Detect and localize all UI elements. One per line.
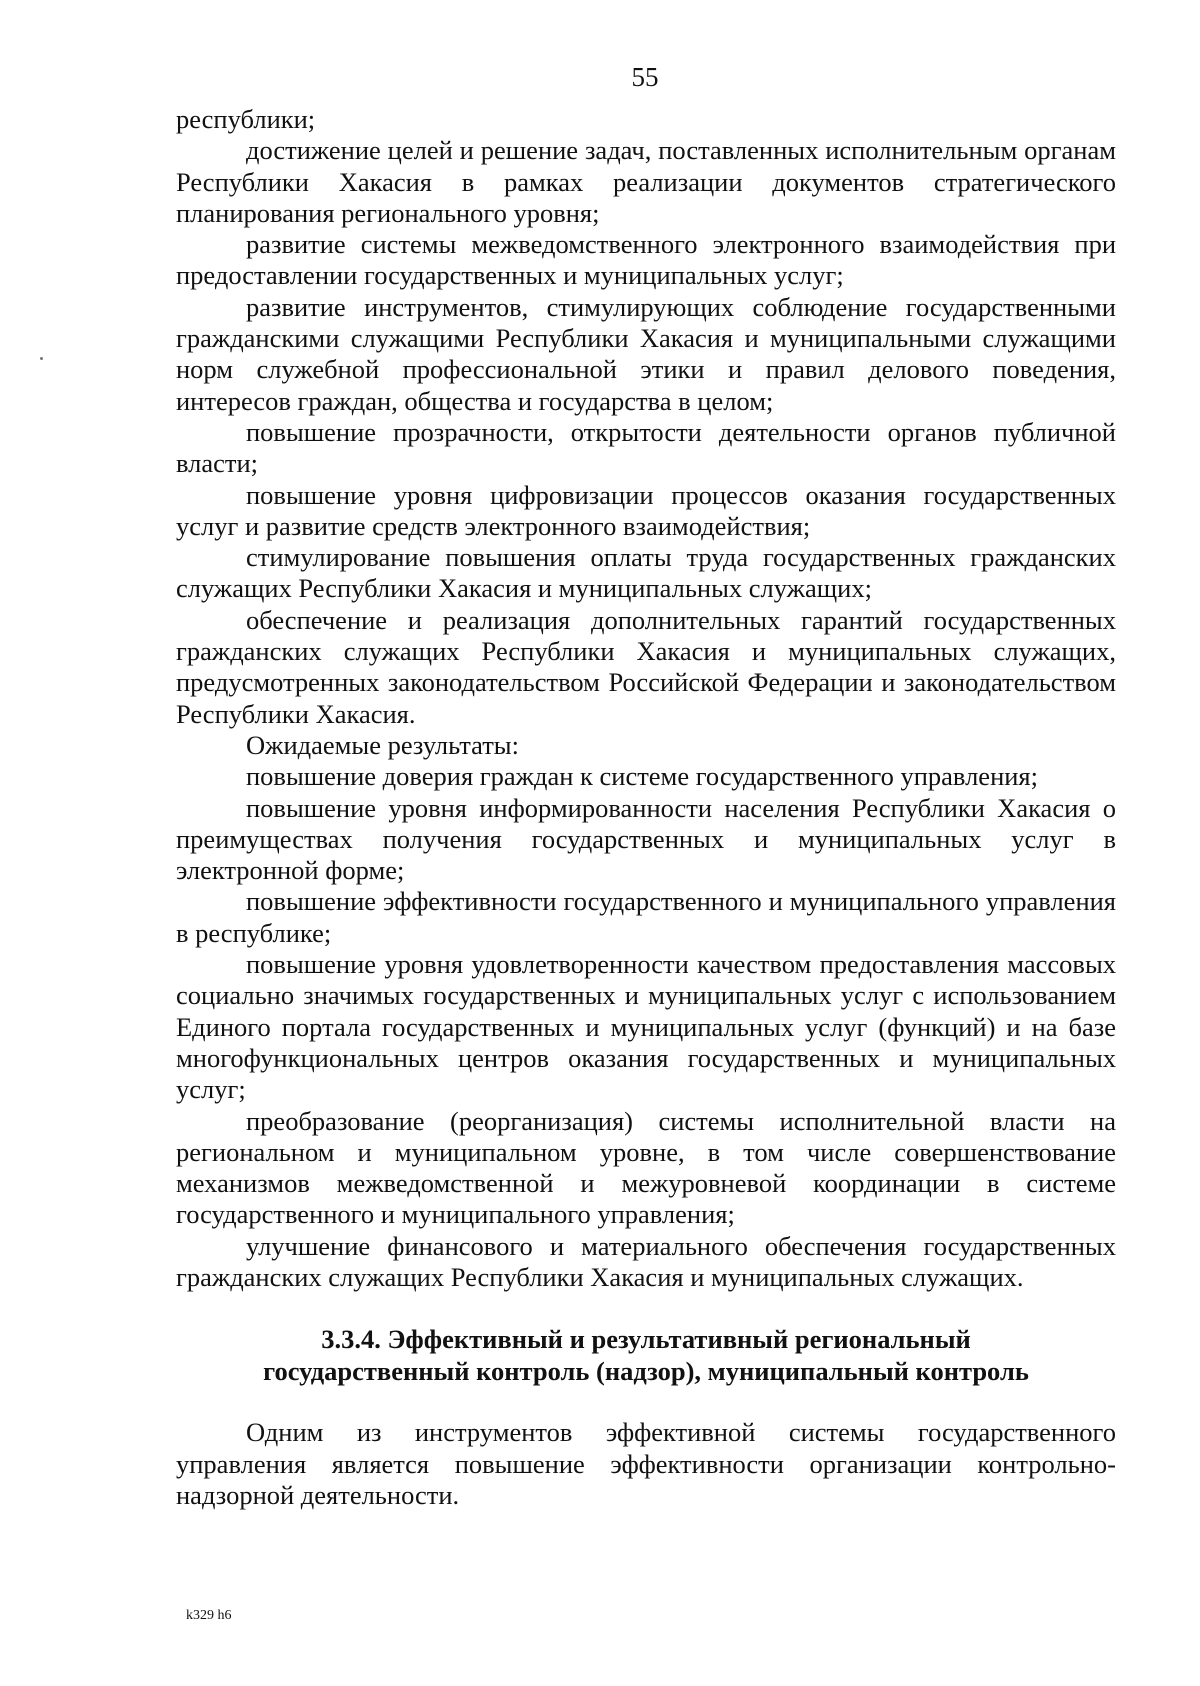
- paragraph-2: развитие системы межведомственного электронного взаимодействия при предоставлении государственных и муниципальных услуг;: [176, 229, 1116, 291]
- section-heading: [176, 1323, 1116, 1387]
- section-heading-line-2: государственный контроль (надзор), муниципальный контроль: [263, 1356, 1029, 1387]
- paragraph-3: развитие инструментов, стимулирующих соблюдение государственными гражданскими служащими Республики Хакасия и муниципальными служащими норм служебной профессиональной этики и правил делового поведения, интересов граждан, общества и государства в целом;: [176, 291, 1116, 416]
- paragraph-11: повышение эффективности государственного и муниципального управления в республике;: [176, 886, 1116, 948]
- paragraph-5: повышение уровня цифровизации процессов оказания государственных услуг и развитие средств электронного взаимодействия;: [176, 479, 1116, 541]
- paragraph-0: республики;: [176, 104, 316, 134]
- footer-code: k329 h6: [186, 1608, 232, 1623]
- paragraph-9: повышение доверия граждан к системе государственного управления;: [246, 761, 1038, 792]
- expected-results-label: Ожидаемые результаты:: [246, 729, 519, 760]
- paragraph-1: достижение целей и решение задач, поставленных исполнительным органам Республики Хакасия в рамках реализации документов стратегического планирования регионального уровня;: [176, 135, 1116, 228]
- paragraph-6: стимулирование повышения оплаты труда государственных гражданских служащих Республики Хакасия и муниципальных служащих;: [176, 542, 1116, 604]
- section-paragraph: Одним из инструментов эффективной системы государственного управления является повышение эффективности организации контрольно-надзорной деятельности.: [176, 1417, 1116, 1510]
- paragraph-7: обеспечение и реализация дополнительных гарантий государственных гражданских служащих Республики Хакасия и муниципальных служащих, предусмотренных законодательством Российской Федерации и законодательством Республики Хакасия.: [176, 604, 1116, 729]
- section-heading-line-1: 3.3.4. Эффективный и результативный региональный: [321, 1324, 971, 1355]
- paragraph-14: улучшение финансового и материального обеспечения государственных гражданских служащих Республики Хакасия и муниципальных служащих.: [176, 1230, 1116, 1292]
- scan-artifact-dot: [40, 357, 43, 360]
- paragraph-13: преобразование (реорганизация) системы исполнительной власти на региональном и муниципальном уровне, в том числе совершенствование механизмов межведомственной и межуровневой координации в системе государственного и муниципального управления;: [176, 1105, 1116, 1230]
- paragraph-4: повышение прозрачности, открытости деятельности органов публичной власти;: [176, 416, 1116, 479]
- document-body: [176, 104, 1116, 1511]
- page-number: 55: [631, 62, 659, 92]
- paragraph-10: повышение уровня информированности населения Республики Хакасия о преимуществах получения государственных и муниципальных услуг в электронной форме;: [176, 792, 1116, 886]
- paragraph-12: повышение уровня удовлетворенности качеством предоставления массовых социально значимых государственных и муниципальных услуг с использованием Единого портала государственных и муниципальных услуг (функций) и на базе многофункциональных центров оказания государственных и муниципальных услуг;: [176, 949, 1116, 1105]
